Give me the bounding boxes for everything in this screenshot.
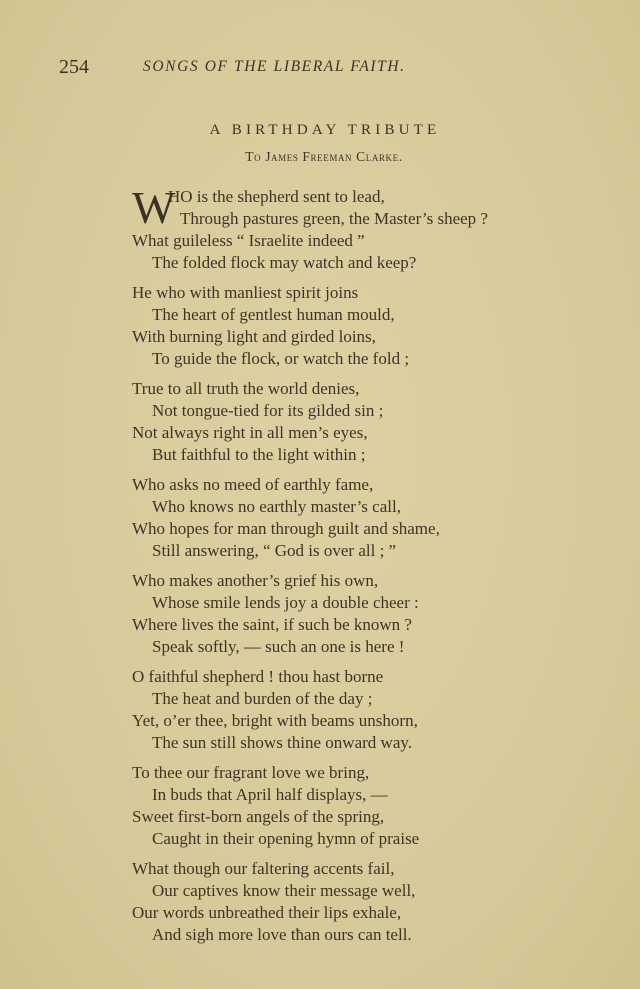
stanza-6 <box>132 666 592 754</box>
stanza-4 <box>132 474 592 562</box>
poem-line: What guileless “ Israelite indeed ” <box>132 231 365 250</box>
poem-line: He who with manliest spirit joins <box>132 283 359 302</box>
poem-line: And sigh more love tħan ours can tell. <box>152 925 412 944</box>
stanza-7 <box>132 762 592 850</box>
poem-line: In buds that April half displays, — <box>152 785 388 804</box>
book-title: SONGS OF THE LIBERAL FAITH. <box>143 58 406 75</box>
stanza-8 <box>132 858 592 946</box>
poem-line: To thee our fragrant love we bring, <box>132 763 370 782</box>
poem-line: What though our faltering accents fail, <box>132 859 395 878</box>
poem-line: Caught in their opening hymn of praise <box>152 829 420 848</box>
poem-line: The heat and burden of the day ; <box>152 689 373 708</box>
poem-line: Who asks no meed of earthly fame, <box>132 475 374 494</box>
poem-line: O faithful shepherd ! thou hast borne <box>132 667 384 686</box>
stanza-1 <box>132 182 592 274</box>
running-head <box>0 56 640 80</box>
poem-line: Our words unbreathed their lips exhale, <box>132 903 402 922</box>
poem-line: HO is the shepherd sent to lead, <box>168 187 385 206</box>
poem-line: Not always right in all men’s eyes, <box>132 423 368 442</box>
poem-dedication: To James Freeman Clarke. <box>245 149 403 164</box>
poem-line: Whose smile lends joy a double cheer : <box>152 593 419 612</box>
poem-line: To guide the flock, or watch the fold ; <box>152 349 410 368</box>
poem-line: The folded flock may watch and keep? <box>152 253 417 272</box>
poem-line: Not tongue-tied for its gilded sin ; <box>152 401 384 420</box>
poem-line: Speak softly, — such an one is here ! <box>152 637 405 656</box>
poem-line: Our captives know their message well, <box>152 881 416 900</box>
stanza-2 <box>132 282 592 370</box>
poem-line: Still answering, “ God is over all ; ” <box>152 541 397 560</box>
poem-line: With burning light and girded loins, <box>132 327 376 346</box>
page-number: 254 <box>59 56 89 78</box>
poem-line: True to all truth the world denies, <box>132 379 360 398</box>
poem-line: The heart of gentlest human mould, <box>152 305 395 324</box>
stanza-5 <box>132 570 592 658</box>
poem-line: Yet, o’er thee, bright with beams unshorn, <box>132 711 418 730</box>
stanza-3 <box>132 378 592 466</box>
poem-line: Who makes another’s grief his own, <box>132 571 379 590</box>
poem-line: Through pastures green, the Master’s sheep ? <box>180 209 488 228</box>
drop-cap: W <box>132 182 176 233</box>
poem-body <box>132 182 592 954</box>
poem-line: But faithful to the light within ; <box>152 445 366 464</box>
poem-line: Who knows no earthly master’s call, <box>152 497 401 516</box>
poem-line: The sun still shows thine onward way. <box>152 733 413 752</box>
poem-line: Where lives the saint, if such be known ? <box>132 615 412 634</box>
poem-line: Sweet first-born angels of the spring, <box>132 807 385 826</box>
poem-line: Who hopes for man through guilt and shame, <box>132 519 440 538</box>
poem-title: A BIRTHDAY TRIBUTE <box>209 122 441 138</box>
